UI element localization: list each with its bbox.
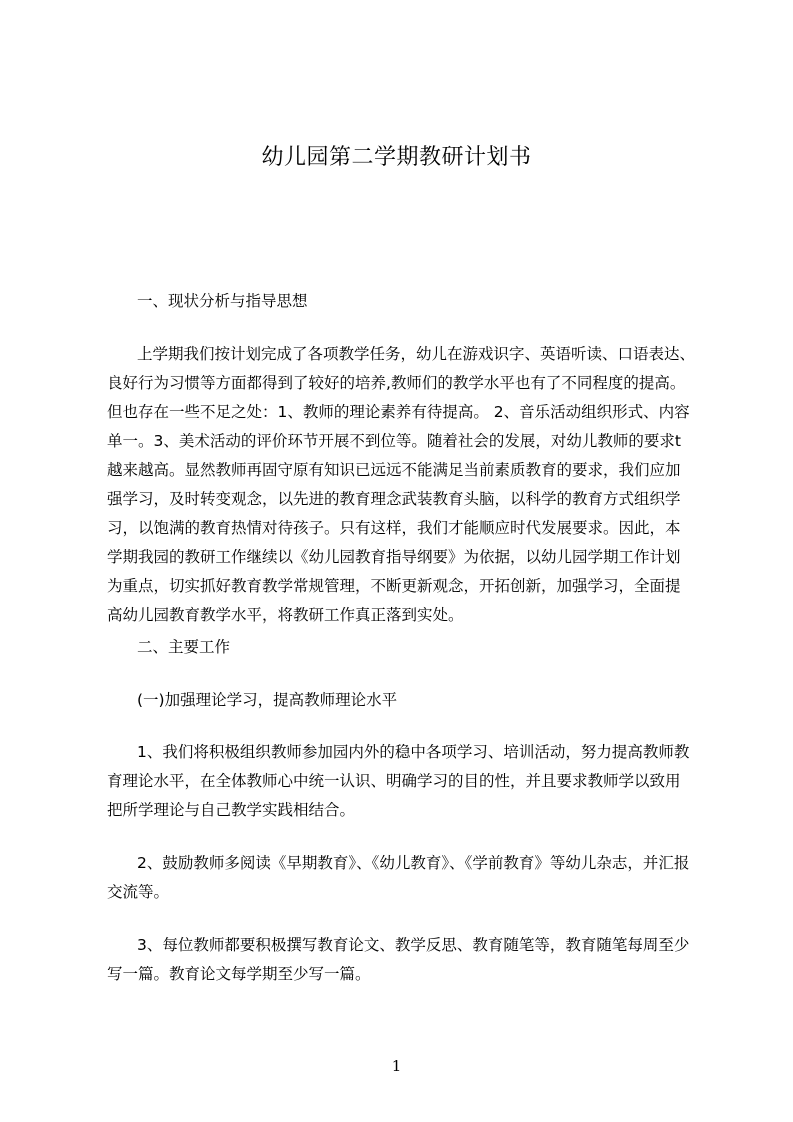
paragraph-line: 上学期我们按计划完成了各项教学任务，幼儿在游戏识字、英语听读、口语表达、 [137, 345, 696, 363]
paragraph-line: 把所学理论与自己教学实践相结合。 [107, 801, 356, 819]
paragraph-line: 单一。3、美术活动的评价环节开展不到位等。随着社会的发展，对幼儿教师的要求t [107, 432, 681, 450]
paragraph-line: 良好行为习惯等方面都得到了较好的培养,教师们的教学水平也有了不同程度的提高。 [107, 374, 686, 392]
paragraph-line: 学期我园的教研工作继续以《幼儿园教育指导纲要》为依据，以幼儿园学期工作计划 [107, 548, 681, 566]
paragraph-line: 高幼儿园教育教学水平，将教研工作真正落到实处。 [107, 606, 464, 624]
paragraph-line: 为重点，切实抓好教育教学常规管理，不断更新观念，开拓创新，加强学习，全面提 [107, 577, 681, 595]
paragraph-line: 强学习，及时转变观念，以先进的教育理念武装教育头脑，以科学的教育方式组织学 [107, 490, 681, 508]
paragraph-line: 写一篇。教育论文每学期至少写一篇。 [107, 965, 371, 983]
paragraph-line: 但也存在一些不足之处：1、教师的理论素养有待提高。 2、音乐活动组织形式、内容 [107, 403, 690, 421]
sub-heading: (一)加强理论学习，提高教师理论水平 [137, 691, 398, 709]
section-heading: 二、主要工作 [137, 638, 231, 656]
paragraph-line: 交流等。 [107, 883, 170, 901]
section-heading: 一、现状分析与指导思想 [137, 292, 308, 310]
paragraph-line: 1、我们将积极组织教师参加园内外的稳中各项学习、培训活动，努力提高教师教 [137, 743, 690, 761]
paragraph-line: 习，以饱满的教育热情对待孩子。只有这样，我们才能顺应时代发展要求。因此，本 [107, 519, 681, 537]
page-number: 1 [391, 1057, 402, 1075]
document-title: 幼儿园第二学期教研计划书 [261, 145, 532, 170]
paragraph-line: 3、每位教师都要积极撰写教育论文、教学反思、教育随笔等，教育随笔每周至少 [137, 936, 690, 954]
paragraph-line: 育理论水平，在全体教师心中统一认识、明确学习的目的性，并且要求教师学以致用 [107, 772, 681, 790]
paragraph-line: 2、鼓励教师多阅读《早期教育》、《幼儿教育》、《学前教育》等幼儿杂志，并汇报 [137, 854, 690, 872]
paragraph-line: 越来越高。显然教师再固守原有知识已远远不能满足当前素质教育的要求，我们应加 [107, 461, 681, 479]
